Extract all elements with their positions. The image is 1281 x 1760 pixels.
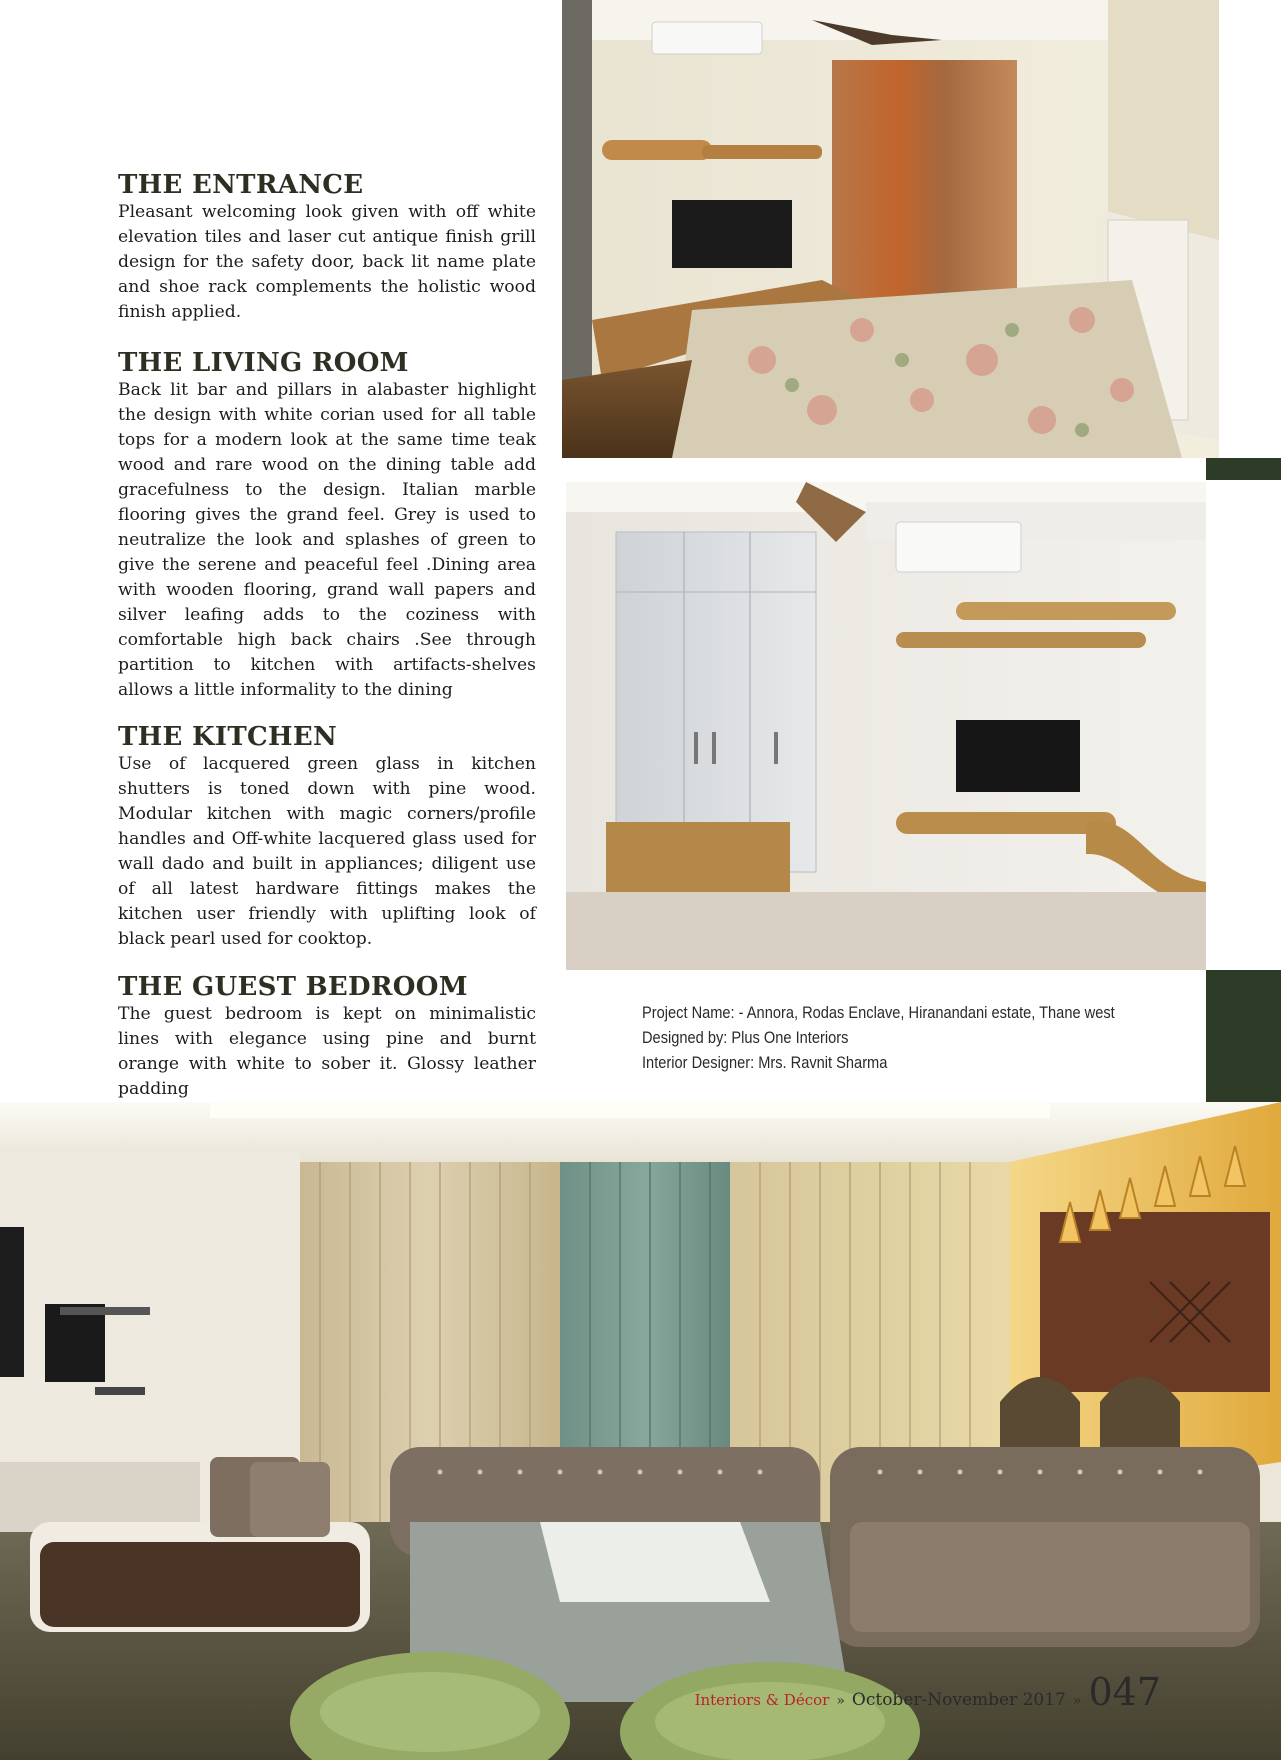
footer-separator: »	[836, 1693, 845, 1709]
bedroom-photo	[562, 0, 1219, 458]
section-body: The guest bedroom is kept on minimalistic lines with elegance using pine and burnt orange with white to sober it. Glossy leather padding	[118, 1004, 536, 1099]
page-footer	[695, 1672, 1161, 1712]
section-living-room	[118, 348, 536, 703]
tv-room-photo	[566, 482, 1206, 970]
section-entrance	[118, 170, 536, 325]
magazine-name: Interiors & Décor	[694, 1691, 830, 1709]
living-room-photo	[0, 1102, 1281, 1760]
accent-bar	[1206, 458, 1281, 480]
section-body: Pleasant welcoming look given with off white elevation tiles and laser cut antique finish grill design for the safety door, back lit name plate and shoe rack complements the holistic wood finish applied.	[118, 202, 536, 322]
section-heading: THE KITCHEN	[118, 722, 338, 752]
footer-separator: »	[1072, 1693, 1082, 1709]
project-credits	[642, 1000, 1115, 1075]
issue-date: October-November 2017	[851, 1690, 1066, 1710]
section-body: Back lit bar and pillars in alabaster highlight the design with white corian used for all table tops for a modern look at the same time teak wood and rare wood on the dining table add gracefulness to the design. Italian marble flooring gives the grand feel. Grey is used to neutralize the look and splashes of green to give the serene and peaceful feel .Dining area with wooden flooring, grand wall papers and silver leafing adds to the coziness with comfortable high back chairs .See through partition to kitchen with artifacts-shelves allows a little informality to the dining	[118, 380, 536, 700]
accent-bar	[1206, 970, 1281, 1102]
section-body: Use of lacquered green glass in kitchen shutters is toned down with pine wood. Modular kitchen with magic corners/profile handles and Off-white lacquered glass used for wall dado and built in appliances; diligent use of all latest hardware fittings makes the kitchen user friendly with uplifting look of black pearl used for cooktop.	[118, 754, 536, 949]
section-heading: THE LIVING ROOM	[118, 348, 409, 378]
section-heading: THE ENTRANCE	[118, 170, 364, 200]
designed-by: Designed by: Plus One Interiors	[642, 1028, 849, 1047]
section-kitchen	[118, 722, 536, 952]
page-number: 047	[1088, 1670, 1161, 1714]
section-guest-bedroom	[118, 972, 536, 1102]
section-heading: THE GUEST BEDROOM	[118, 972, 468, 1002]
project-name: Project Name: - Annora, Rodas Enclave, Hiranandani estate, Thane west	[642, 1003, 1115, 1022]
interior-designer: Interior Designer: Mrs. Ravnit Sharma	[642, 1053, 888, 1072]
